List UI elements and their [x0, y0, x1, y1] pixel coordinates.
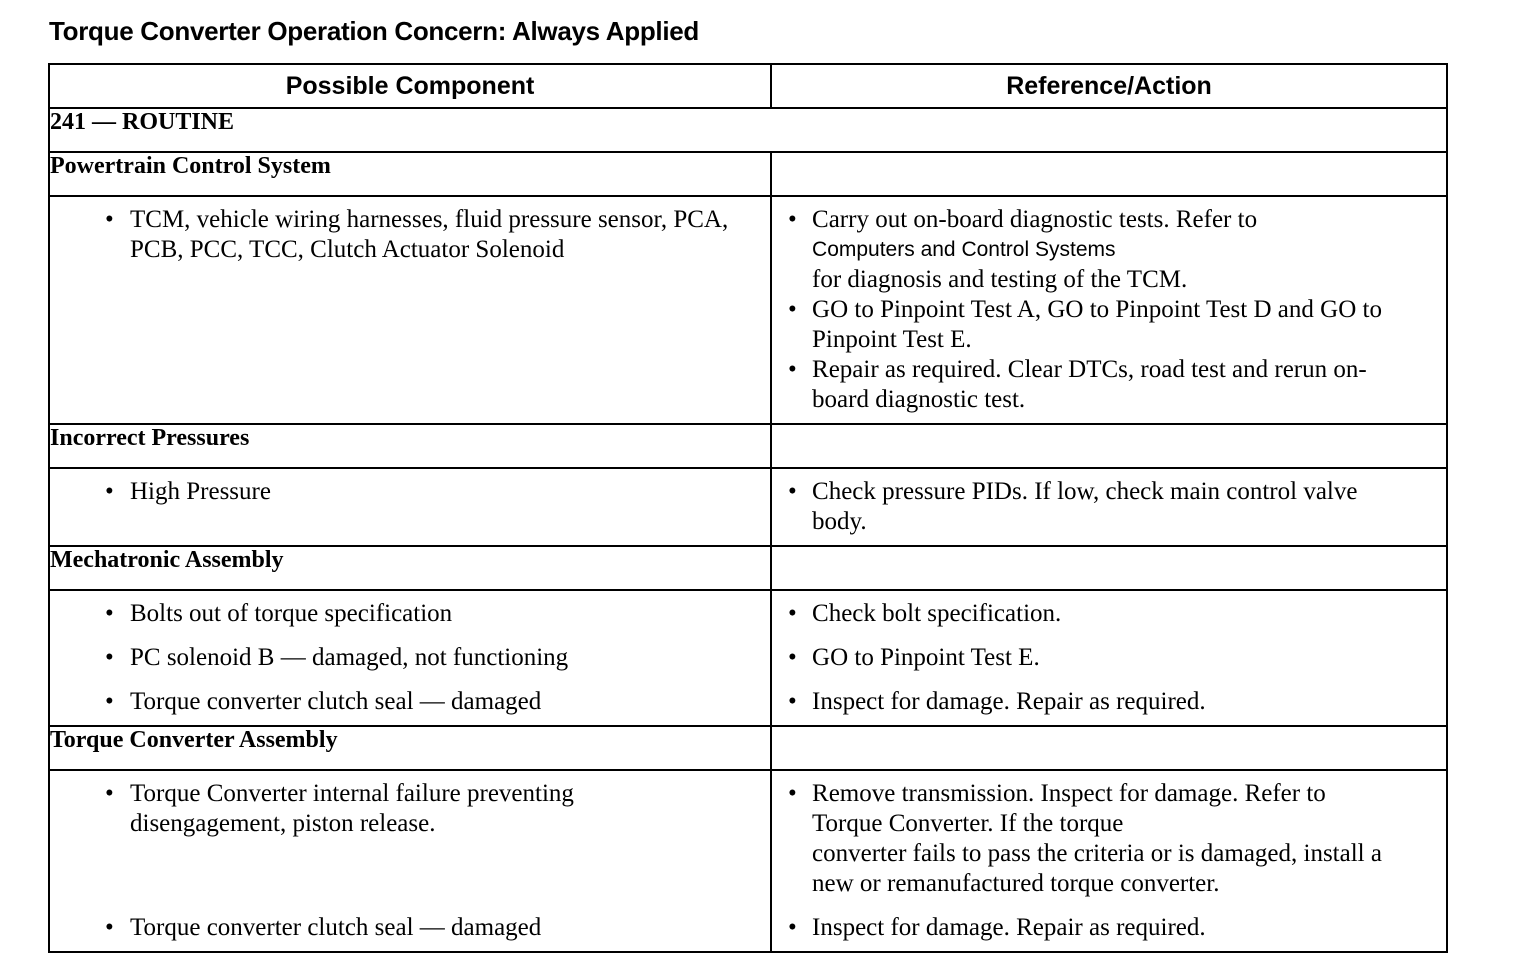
- component-item: • PC solenoid B — damaged, not functioning: [50, 643, 770, 673]
- action-item: • Remove transmission. Inspect for damage. Refer to Torque Converter. If the torque converter fails to pass the criteria or is damaged, install a new or remanufactured torque converter.: [772, 779, 1446, 899]
- reference-link[interactable]: Torque Converter. If the torque: [812, 810, 1124, 837]
- component-cell: [49, 770, 771, 952]
- action-item: • GO to Pinpoint Test A, GO to Pinpoint Test D and GO to Pinpoint Test E.: [772, 295, 1446, 355]
- action-item: • Check pressure PIDs. If low, check main control valve body.: [772, 477, 1446, 537]
- action-item: • GO to Pinpoint Test E.: [772, 643, 1446, 673]
- action-cell: [771, 196, 1447, 424]
- action-item: • Repair as required. Clear DTCs, road test and rerun on-board diagnostic test.: [772, 355, 1446, 415]
- action-item: • Inspect for damage. Repair as required.: [772, 687, 1446, 717]
- table-header-row: [49, 64, 1447, 108]
- column-header-reference-action: Reference/Action: [771, 64, 1447, 108]
- section-title: Torque Converter Assembly: [49, 726, 771, 770]
- component-item: • Torque Converter internal failure preventing disengagement, piston release.: [50, 779, 770, 899]
- page-title: Torque Converter Operation Concern: Always Applied: [49, 16, 700, 46]
- routine-label: 241 — ROUTINE: [49, 108, 1447, 152]
- action-item: • Carry out on-board diagnostic tests. Refer to Computers and Control Systems for diagnosis and testing of the TCM.: [772, 205, 1446, 295]
- column-header-possible-component: Possible Component: [49, 64, 771, 108]
- section-empty-cell: [771, 152, 1447, 196]
- section-row-mechatronic: [49, 546, 1447, 590]
- component-item: • Bolts out of torque specification: [50, 599, 770, 629]
- component-cell: [49, 468, 771, 546]
- component-item: • Torque converter clutch seal — damaged: [50, 913, 770, 943]
- action-cell: [771, 468, 1447, 546]
- action-cell: [771, 590, 1447, 726]
- section-title: Powertrain Control System: [49, 152, 771, 196]
- action-item: • Inspect for damage. Repair as required.: [772, 913, 1446, 943]
- routine-row: [49, 108, 1447, 152]
- component-item: • High Pressure: [50, 477, 770, 507]
- section-empty-cell: [771, 546, 1447, 590]
- component-item: • TCM, vehicle wiring harnesses, fluid pressure sensor, PCA, PCB, PCC, TCC, Clutch Actuator Solenoid: [50, 205, 770, 265]
- section-empty-cell: [771, 424, 1447, 468]
- action-cell: [771, 770, 1447, 952]
- table-row: [49, 770, 1447, 952]
- section-empty-cell: [771, 726, 1447, 770]
- section-row-torque-converter: [49, 726, 1447, 770]
- section-row-incorrect-pressures: [49, 424, 1447, 468]
- component-cell: [49, 590, 771, 726]
- component-cell: [49, 196, 771, 424]
- diagnostic-table: [48, 63, 1448, 953]
- table-row: [49, 196, 1447, 424]
- section-title: Mechatronic Assembly: [49, 546, 771, 590]
- table-row: [49, 468, 1447, 546]
- action-item: • Check bolt specification.: [772, 599, 1446, 629]
- section-title: Incorrect Pressures: [49, 424, 771, 468]
- section-row-powertrain: [49, 152, 1447, 196]
- reference-link[interactable]: Computers and Control Systems: [812, 238, 1116, 261]
- component-item: • Torque converter clutch seal — damaged: [50, 687, 770, 717]
- table-row: [49, 590, 1447, 726]
